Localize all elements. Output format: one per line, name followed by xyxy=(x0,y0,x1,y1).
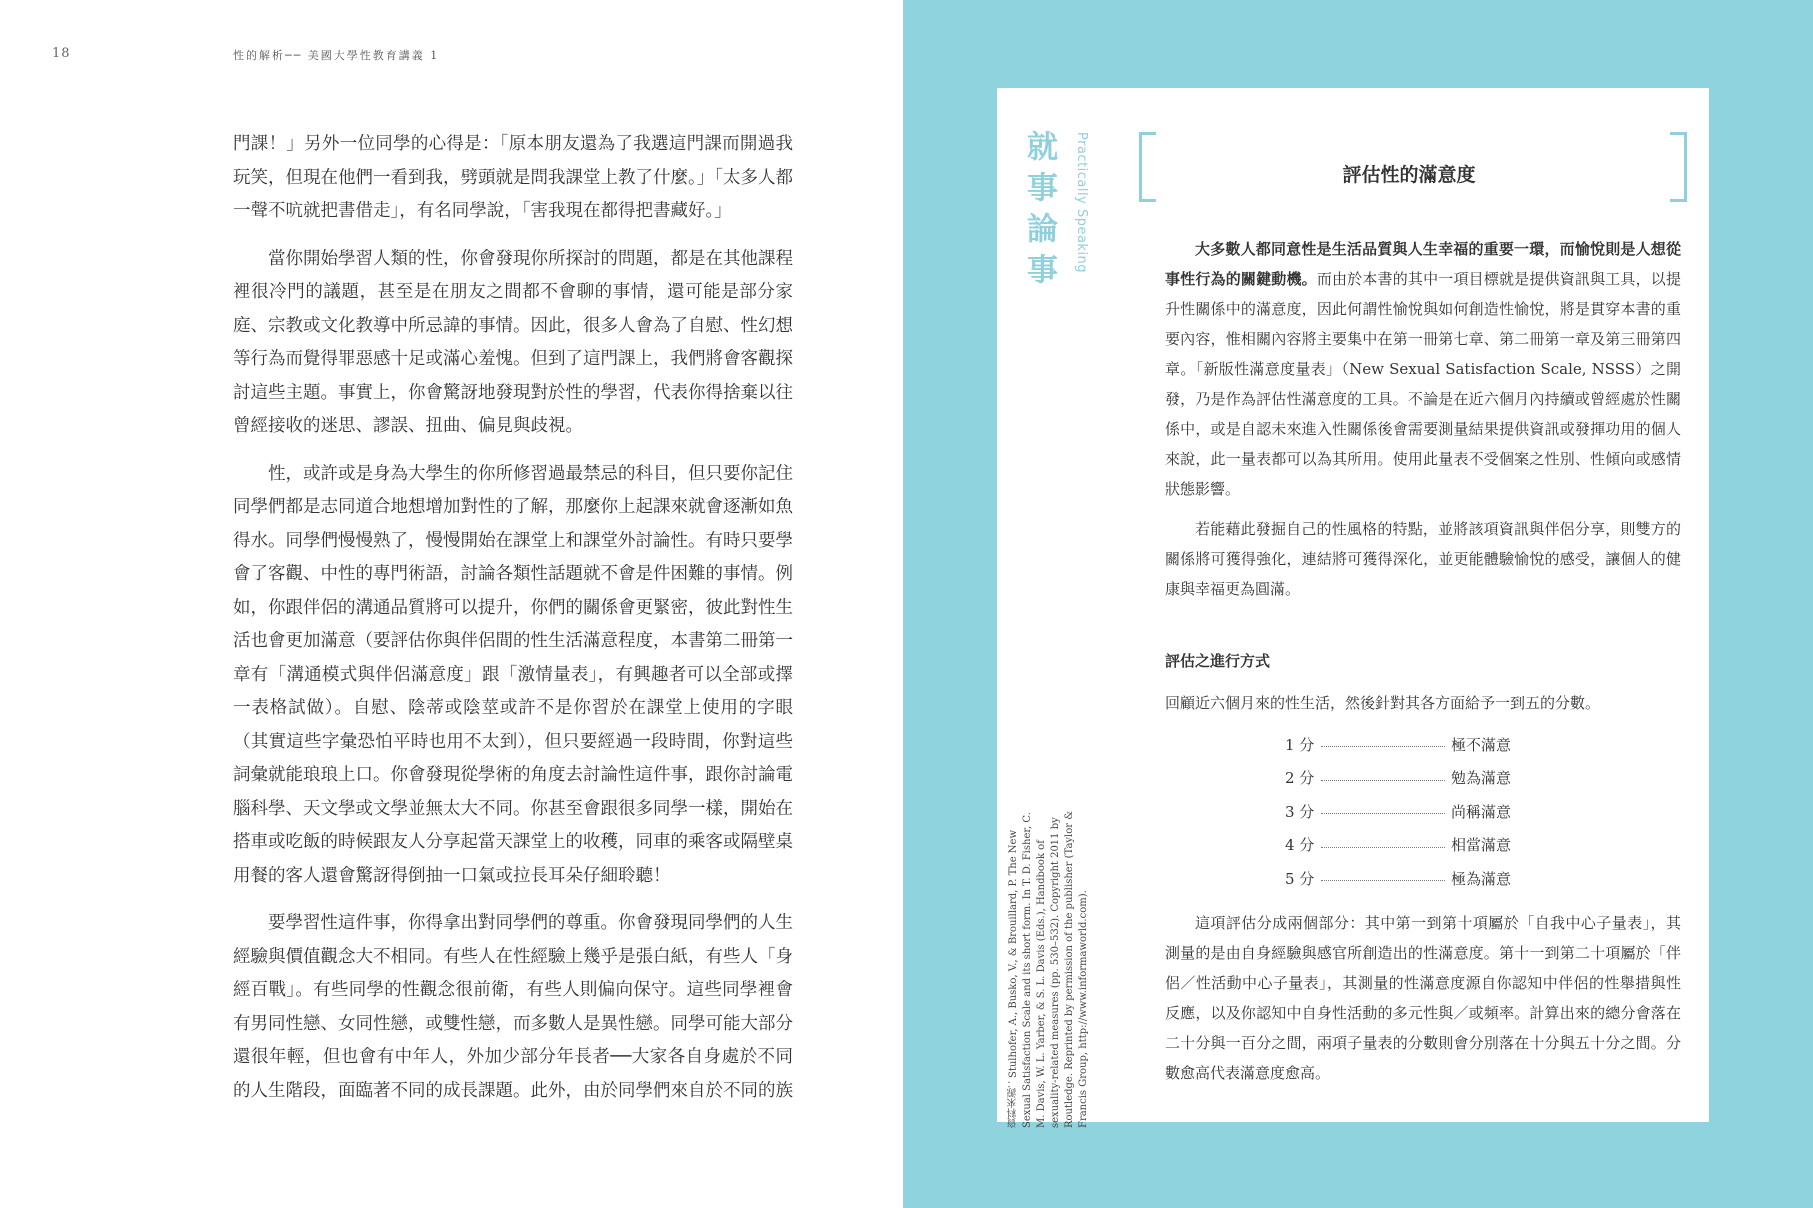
side-column xyxy=(997,88,1117,1128)
scale-label: 極為滿意 xyxy=(1451,869,1512,888)
paragraph: 這項評估分成兩個部分：其中第一到第十項屬於「自我中心子量表」，其測量的是由自身經驗與感官所創造出的性滿意度。第十一到第二十項屬於「伴侶／性活動中心子量表」，其測量的性滿意度源自你認知中伴侶的性舉措與性反應，以及你認知中自身性活動的多元性與／或頻率。計算出來的總分會落在二十分與一百分之間，兩項子量表的分數則會分別落在十分與五十分之間。分數愈高代表滿意度愈高。 xyxy=(1165,913,1681,1082)
scale-label: 尚稱滿意 xyxy=(1451,802,1512,821)
dotted-leader xyxy=(1321,746,1445,747)
scale-label: 相當滿意 xyxy=(1451,836,1512,855)
source-note: 資料來源：Stulhofer, A., Busko, V., & Brouillard, P. The New Sexual Satisfaction Scale and its short form. In T. D. Fisher, C. M. Davis, W. L. Yarber, & S. L. Davis (Eds.), Handbook of sexuality-related measures (pp. 530–532). Copyright 2011 by Routledge. Reprinted by permission of the publisher (Taylor & Francis Group, http://www.informaworld.com). xyxy=(1008,810,1089,1128)
side-subtitle: Practically Speaking xyxy=(1074,132,1089,274)
instruction: 回顧近六個月來的性生活，然後針對其各方面給予一到五的分數。 xyxy=(1165,694,1601,712)
box-body-text xyxy=(1165,234,1681,1098)
paragraph: 若能藉此發掘自己的性風格的特點，並將該項資訊與伴侶分享，則雙方的關係將可獲得強化，連結將可獲得深化，並更能體驗愉悅的感受，讓個人的健康與幸福更為圓滿。 xyxy=(1165,520,1681,598)
paragraph: 性，或許或是身為大學生的你所修習過最禁忌的科目，但只要你記住同學們都是志同道合地想增加對性的了解，那麼你上起課來就會逐漸如魚得水。同學們慢慢熟了，慢慢開始在課堂上和課堂外討論性。有時只要學會了客觀、中性的專門術語，討論各類性話題就不會是件困難的事情。例如，你跟伴侶的溝通品質將可以提升，你們的關係會更緊密，彼此對性生活也會更加滿意（要評估你與伴侶間的性生活滿意程度，本書第二冊第一章有「溝通模式與伴侶滿意度」跟「激情量表」，有興趣者可以全部或擇一表格試做）。自慰、陰蒂或陰莖或許不是你習於在課堂上使用的字眼（其實這些字彙恐怕平時也用不太到），但只要經過一段時間，你對這些詞彙就能琅琅上口。你會發現從學術的角度去討論性這件事，跟你討論電腦科學、天文學或文學並無太大不同。你甚至會跟很多同學一樣，開始在搭車或吃飯的時候跟友人分享起當天課堂上的收穫，同車的乘客或隔壁桌用餐的客人還會驚訝得倒抽一口氣或拉長耳朵仔細聆聽！ xyxy=(233,463,793,886)
paragraph: 要學習性這件事，你得拿出對同學們的尊重。你會發現同學們的人生經驗與價值觀念大不相同。有些人在性經驗上幾乎是張白紙，有些人「身經百戰」。有些同學的性觀念很前衛，有些人則偏向保守。這些同學裡會有男同性戀、女同性戀，或雙性戀，而多數人是異性戀。同學可能大部分還很年輕，但也會有中年人，外加少部分年長者──大家各自身處於不同的人生階段，面臨著不同的成長課題。此外，由於同學們來自於不同的族 xyxy=(233,913,793,1101)
intro-bold: 大多數人都同意性是生活品質與人生幸福的重要一環，而愉悅則是人想從事性行為的關鍵動機。 xyxy=(1165,240,1681,288)
sidebar-box xyxy=(997,88,1709,1128)
box-title: 評估性的滿意度 xyxy=(1342,164,1476,186)
dotted-leader xyxy=(1321,780,1445,781)
intro-rest: 而由於本書的其中一項目標就是提供資訊與工具，以提升性關係中的滿意度，因此何謂性愉悅與如何創造性愉悅，將是貫穿本書的重要內容，惟相關內容將主要集中在第一冊第七章、第二冊第一章及第三冊第四章。「新版性滿意度量表」（New Sexual Satisfaction Scale, NSSS）之開發，乃是作為評估性滿意度的工具。不論是在近六個月內持續或曾經處於性關係中，或是自認未來進入性關係後會需要測量結果提供資訊或發揮功用的個人來說，此一量表都可以為其所用。使用此量表不受個案之性別、性傾向或感情狀態影響。 xyxy=(1165,270,1681,498)
right-page xyxy=(903,0,1813,1208)
running-head: 性的解析── 美國大學性教育講義 1 xyxy=(233,49,440,62)
side-title: 就事論事 xyxy=(1021,130,1057,294)
dotted-leader xyxy=(1321,880,1445,881)
dotted-leader xyxy=(1321,813,1445,814)
page-number: 18 xyxy=(52,46,71,61)
paragraph: 當你開始學習人類的性，你會發現你所探討的問題，都是在其他課程裡很冷門的議題，甚至是在朋友之間都不會聊的事情，還可能是部分家庭、宗教或文化教導中所忌諱的事情。因此，很多人會為了自慰、性幻想等行為而覺得罪惡感十足或滿心羞愧。但到了這門課上，我們將會客觀探討這些主題。事實上，你會驚訝地發現對於性的學習，代表你得捨棄以往曾經接收的迷思、謬誤、扭曲、偏見與歧視。 xyxy=(233,248,793,436)
right-bracket-decoration xyxy=(1670,132,1687,202)
scale-score: 5 分 xyxy=(1285,869,1315,888)
scale-row xyxy=(1285,795,1525,829)
scale-score: 1 分 xyxy=(1285,735,1315,754)
left-body-text xyxy=(233,128,793,1122)
rating-scale xyxy=(1285,728,1525,896)
scale-row xyxy=(1285,862,1525,896)
section-heading: 評估之進行方式 xyxy=(1165,652,1271,670)
scale-label: 勉為滿意 xyxy=(1451,769,1512,788)
scale-row xyxy=(1285,829,1525,863)
dotted-leader xyxy=(1321,847,1445,848)
scale-label: 極不滿意 xyxy=(1451,735,1512,754)
scale-score: 4 分 xyxy=(1285,836,1315,855)
left-bracket-decoration xyxy=(1139,132,1156,202)
scale-row xyxy=(1285,728,1525,762)
left-page xyxy=(0,0,903,1208)
scale-score: 2 分 xyxy=(1285,769,1315,788)
paragraph: 門課！」另外一位同學的心得是：「原本朋友還為了我選這門課而開過我玩笑，但現在他們一看到我，劈頭就是問我課堂上教了什麼。」「太多人都一聲不吭就把書借走」，有名同學說，「害我現在都得把書藏好。」 xyxy=(233,134,793,221)
scale-score: 3 分 xyxy=(1285,802,1315,821)
intro-paragraph xyxy=(1165,234,1681,504)
scale-row xyxy=(1285,762,1525,796)
